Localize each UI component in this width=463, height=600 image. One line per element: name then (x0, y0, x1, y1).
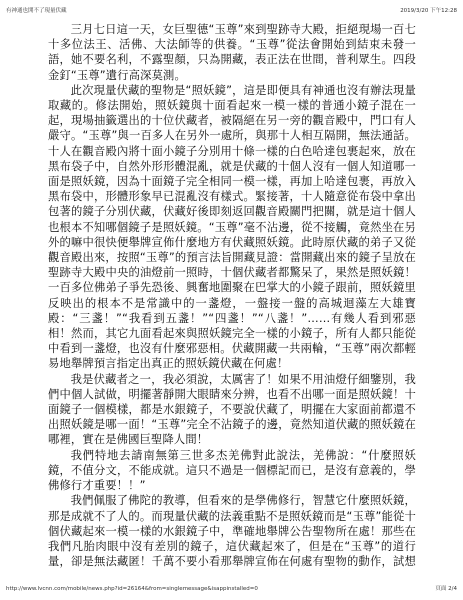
paragraph: 此次現量伏藏的聖物是“照妖鏡”，這是即便具有神通也沒有辦法現量取藏的。修法開始，照妖鏡與十面看起來一模一樣的普通小鏡子混在一起，現場抽籤選出的十位伏藏者，被隔絕在另一旁的觀音殿中，門口有人嚴守。“玉尊”與一百多人在另外一處所，與那十人相互隔開，無法通話。十人在觀音殿內將十面小鏡子分別用十條一樣的白色哈達包裹起來，放在黑布袋子中，自然外形形體混亂，就是伏藏的十個人沒有一個人知道哪一面是照妖鏡，因為十面鏡子完全相同一模一樣，再加上哈達包裹，再放入黑布袋中，形體形象早已混亂沒有樣式。緊接著，十人隨意從布袋中拿出包著的鏡子分別伏藏，伏藏好後即刻返回觀音殿關門把關，就是這十個人也根本不知哪個鏡子是照妖鏡。“玉尊”毫不沾邊，從不接觸，竟然坐在另外的嘛中很快便舉牌宣佈什麼地方有伏藏照妖鏡。此時原伏藏的弟子又從觀音殿出來，按照“玉尊”的預言法旨開藏見證：當開藏出來的鏡子呈放在聖跡寺大殿中央的油燈前一照時，十個伏藏者都驚呆了，果然是照妖鏡！一百多位佛弟子爭先恐後、興奮地圍聚在巴掌大的小鏡子跟前，照妖鏡里反映出的根本不是常識中的一盞燈，一盤接一盤的高城迴藻左大雄寶殿：“三盞！”“我看到五盞！”“四盞！”“八盞！”……有幾人看到邪惡相！然而，其它九面看起來與照妖鏡完全一樣的小鏡子，所有人都只能從中看到一盞燈，也沒有什麼邪惡相。伏藏開藏一共兩輪，“玉尊”兩次都輕易地舉牌預言指定出真正的照妖鏡伏藏在何處！ (48, 83, 416, 371)
print-datetime: 2019/3/20 下午12:28 (400, 8, 457, 14)
page-number: 頁面 2/4 (435, 586, 457, 592)
print-header (6, 6, 457, 16)
page-title: 有神通也開不了現量伏藏 (6, 8, 67, 14)
article-body (48, 22, 416, 570)
paragraph: 我是伏藏者之一，我必須說，太厲害了！如果不用油燈仔細鑒別，我們中個人試做，明擺著靜開大眼睛來分辨，也看不出哪一面是照妖鏡！十面鏡子一個模樣，都是水銀鏡子，不要說伏藏了，明擺在大家面前都還不出照妖鏡是哪一面！“玉尊”完全不沾鏡子的邊，竟然知道伏藏的照妖鏡在哪裡，實在是佛國巨聖降人間！ (48, 372, 416, 447)
print-footer (6, 584, 457, 594)
paragraph: 三月七日這一天，女巨聖德“玉尊”來到聖跡寺大殿，拒絕現場一百七十多位法王、活佛、大法師等的供養。“玉尊”從法會開始到結束未發一語，她不要名利，不露聖顏，只為開藏，表正法在世間，普利眾生。四段金釘“玉尊”遺行高深莫測。 (48, 23, 416, 82)
paragraph: 我們佩服了佛陀的教導，但看來的是學佛修行，智慧它什麼照妖鏡，那是成就不了人的。而現量伏藏的法義重點不是照妖鏡而是“玉尊”能從十個伏藏起來一模一樣的水銀鏡子中，準確地舉牌公告聖物所在處！那些在我們凡胎肉眼中沒有差別的鏡子，這伏藏起來了，但是在“玉尊”的道行量，卻是無法藏匿！千萬不要小看那舉牌宣佈在何處有聖物的動作，試想 (48, 494, 416, 569)
paragraph: 我們特地去請南無第三世多杰羌佛對此說法，羌佛說：“什麼照妖鏡，不值分文，不能成就。這只不過是一個標記而已，是沒有意義的，學佛修行才重要！！” (48, 448, 416, 493)
source-url: http://www.lvcnn.com/mobile/news.php?id=26164&from=singlemessage&isappinstalled=0 (6, 586, 258, 592)
